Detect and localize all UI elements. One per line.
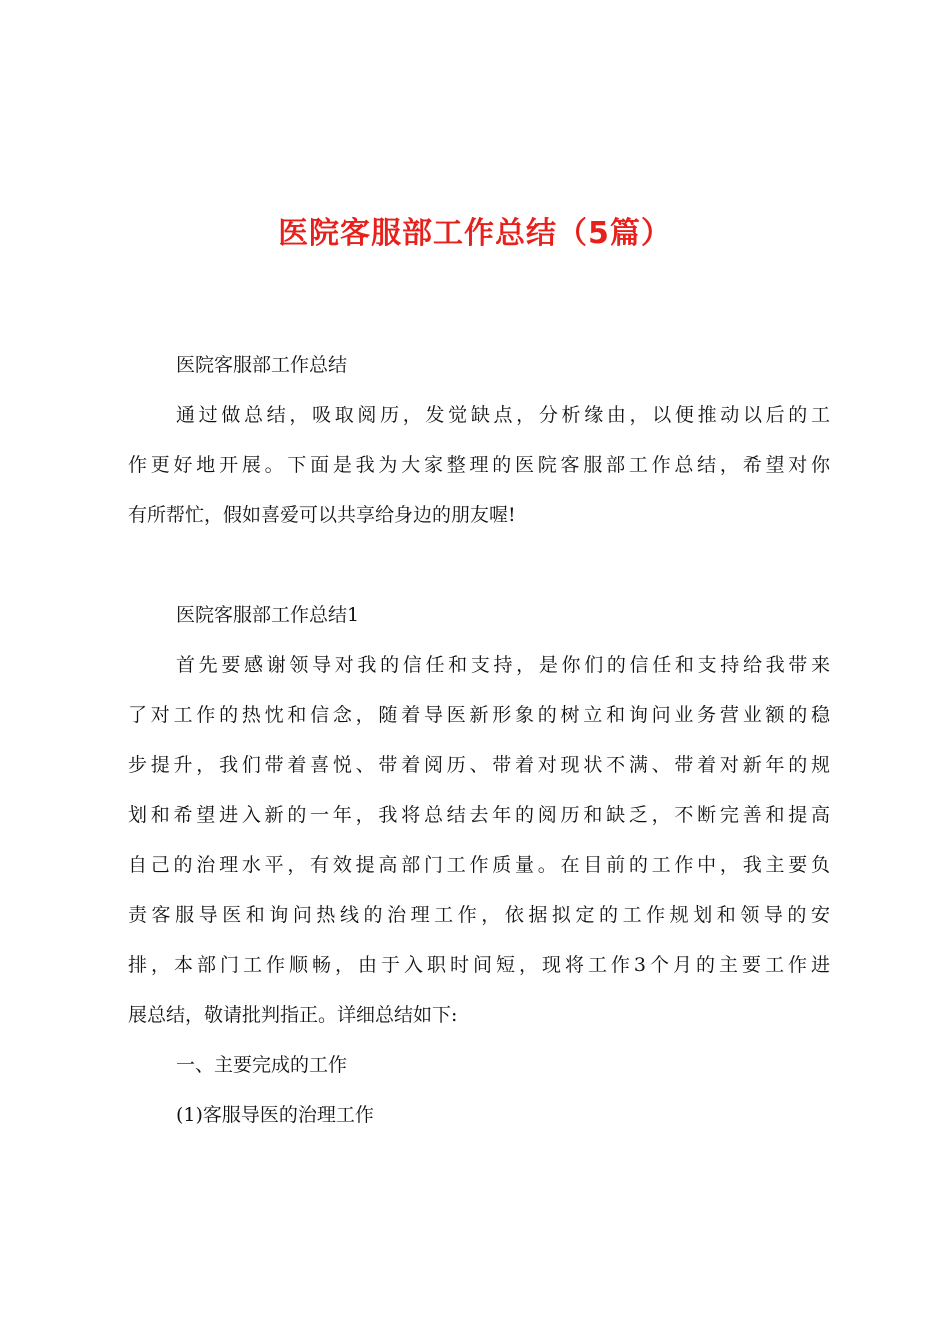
paragraph-line: 有所帮忙，假如喜爱可以共享给身边的朋友喔! bbox=[128, 504, 516, 526]
document-title: 医院客服部工作总结（5篇） bbox=[278, 216, 672, 251]
paragraph-line: 首先要感谢领导对我的信任和支持，是你们的信任和支持给我带来 bbox=[176, 654, 830, 676]
section-heading: 医院客服部工作总结1 bbox=[176, 604, 360, 626]
section-heading: 医院客服部工作总结 bbox=[176, 354, 348, 376]
paragraph-line: 了对工作的热忱和信念，随着导医新形象的树立和询问业务营业额的稳 bbox=[128, 704, 830, 726]
list-item: (1)客服导医的治理工作 bbox=[176, 1104, 374, 1126]
paragraph-line: 责客服导医和询问热线的治理工作，依据拟定的工作规划和领导的安 bbox=[128, 904, 830, 926]
list-heading: 一、主要完成的工作 bbox=[176, 1054, 348, 1076]
paragraph-line: 划和希望进入新的一年，我将总结去年的阅历和缺乏，不断完善和提高 bbox=[128, 804, 830, 826]
paragraph-line: 自己的治理水平，有效提高部门工作质量。在目前的工作中，我主要负 bbox=[128, 854, 830, 876]
paragraph-line: 步提升，我们带着喜悦、带着阅历、带着对现状不满、带着对新年的规 bbox=[128, 754, 830, 776]
paragraph-line: 通过做总结，吸取阅历，发觉缺点，分析缘由，以便推动以后的工 bbox=[176, 404, 830, 426]
paragraph-line: 作更好地开展。下面是我为大家整理的医院客服部工作总结，希望对你 bbox=[128, 454, 830, 476]
paragraph-line: 排，本部门工作顺畅，由于入职时间短，现将工作3个月的主要工作进 bbox=[128, 954, 830, 976]
paragraph-line: 展总结，敬请批判指正。详细总结如下: bbox=[128, 1004, 458, 1026]
